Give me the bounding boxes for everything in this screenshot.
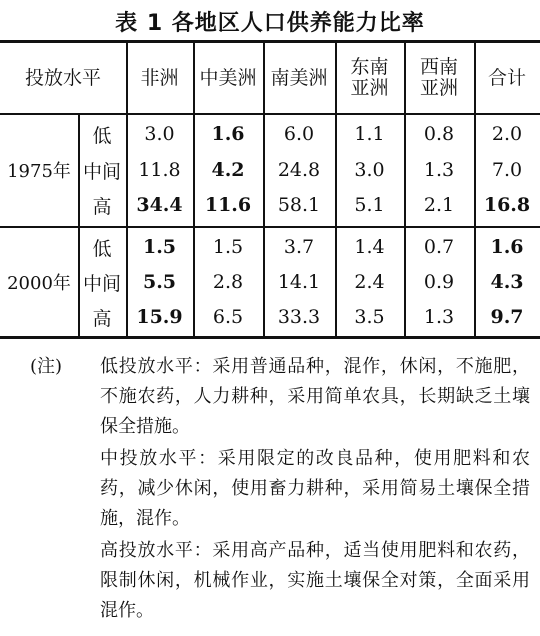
table-cell: 1.3 bbox=[423, 306, 455, 328]
table-cell: 6.0 bbox=[283, 123, 315, 145]
table-cell: 24.8 bbox=[277, 159, 321, 181]
table-cell: 2.0 bbox=[491, 123, 523, 145]
bottom-rule bbox=[0, 336, 540, 339]
level-label: 低 bbox=[92, 124, 112, 147]
header-label: 亚洲 bbox=[350, 77, 389, 99]
table-cell: 0.7 bbox=[423, 236, 455, 258]
level-label: 中间 bbox=[82, 272, 121, 295]
table-cell: 2.4 bbox=[354, 271, 385, 293]
header-label: 南美洲 bbox=[270, 66, 328, 89]
table-cell: 1.5 bbox=[142, 236, 177, 258]
header-southwest-asia bbox=[404, 43, 474, 113]
table-cell: 58.1 bbox=[277, 194, 321, 216]
table-cell: 2.1 bbox=[423, 194, 455, 216]
level-label: 高 bbox=[92, 195, 112, 218]
level-label: 中间 bbox=[82, 160, 121, 183]
table-cell: 5.1 bbox=[354, 194, 385, 216]
table-cell: 16.8 bbox=[483, 194, 531, 216]
note-high: 高投放水平：采用高产品种，适当使用肥料和农药，限制休闲，机械作业，实施土壤保全对策，全面采用混作。 bbox=[100, 540, 530, 621]
header-label: 东南 bbox=[350, 56, 389, 78]
table-cell: 1.6 bbox=[490, 236, 524, 258]
header-central-america bbox=[193, 43, 263, 113]
year-label: 2000年 bbox=[7, 273, 71, 294]
header-africa bbox=[126, 43, 193, 113]
table-cell: 11.8 bbox=[138, 159, 181, 181]
year-label: 1975年 bbox=[7, 161, 71, 182]
note-mid: 中投放水平：采用限定的改良品种，使用肥料和农药，减少休闲，使用畜力耕种，采用简易土壤保全措施，混作。 bbox=[100, 448, 530, 529]
note-low: 低投放水平：采用普通品种，混作，休闲，不施肥，不施农药，人力耕种，采用简单农具，长期缺乏土壤保全措施。 bbox=[100, 356, 530, 437]
table-cell: 1.4 bbox=[354, 236, 385, 258]
table-cell: 3.5 bbox=[354, 306, 385, 328]
table-cell: 4.2 bbox=[211, 159, 245, 181]
header-label: 非洲 bbox=[140, 66, 179, 89]
table-cell: 2.8 bbox=[212, 271, 244, 293]
table-cell: 14.1 bbox=[277, 271, 321, 293]
header-rule bbox=[0, 113, 540, 115]
table-cell: 6.5 bbox=[212, 306, 244, 328]
table-cell: 1.3 bbox=[423, 159, 455, 181]
table-cell: 3.7 bbox=[283, 236, 315, 258]
table-cell: 3.0 bbox=[354, 159, 385, 181]
table-cell: 0.9 bbox=[423, 271, 455, 293]
header-southeast-asia bbox=[335, 43, 404, 113]
table-cell: 3.0 bbox=[144, 123, 175, 145]
table-cell: 34.4 bbox=[136, 194, 183, 216]
table-cell: 4.3 bbox=[490, 271, 524, 293]
table-cell: 1.5 bbox=[212, 236, 244, 258]
level-label: 高 bbox=[92, 307, 112, 330]
header-label: 亚洲 bbox=[419, 77, 458, 99]
group-rule bbox=[0, 226, 540, 228]
table-cell: 11.6 bbox=[204, 194, 252, 216]
table-cell: 0.8 bbox=[423, 123, 455, 145]
header-level: 投放水平 bbox=[24, 66, 101, 89]
header-label: 西南 bbox=[419, 56, 458, 78]
header-south-america bbox=[263, 43, 335, 113]
table-title: 表 1 各地区人口供养能力比率 bbox=[115, 11, 425, 36]
table-cell: 7.0 bbox=[491, 159, 523, 181]
table-cell: 9.7 bbox=[490, 306, 524, 328]
table-cell: 33.3 bbox=[277, 306, 321, 328]
table-cell: 15.9 bbox=[136, 306, 183, 328]
table-cell: 1.1 bbox=[354, 123, 385, 145]
table-cell: 1.6 bbox=[211, 123, 245, 145]
header-label: 中美洲 bbox=[199, 66, 257, 89]
header-total bbox=[474, 43, 540, 113]
notes-label: (注) bbox=[30, 356, 63, 377]
table-cell: 5.5 bbox=[142, 271, 177, 293]
level-label: 低 bbox=[92, 237, 112, 260]
header-label: 合计 bbox=[487, 66, 526, 89]
